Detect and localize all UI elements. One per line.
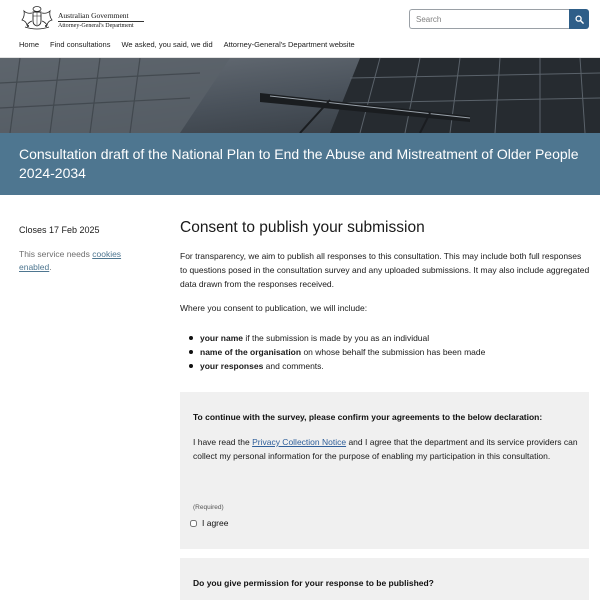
declaration-heading: To continue with the survey, please confirm your agreements to the below declaration:	[193, 412, 543, 422]
list-item-text: if the submission is made by you as an individual	[243, 333, 430, 343]
publication-list	[189, 331, 485, 373]
list-item-bold: name of the organisation	[200, 347, 302, 357]
section-heading: Consent to publish your submission	[180, 219, 425, 236]
publish-permission-heading: Do you give permission for your response to be published?	[193, 578, 434, 588]
cookie-notice-suffix: .	[49, 262, 52, 272]
list-item-text: on whose behalf the submission has been made	[301, 347, 486, 357]
main-nav	[19, 40, 366, 49]
agree-checkbox[interactable]	[190, 520, 197, 527]
cookies-enabled-link[interactable]: cookies enabled	[19, 249, 122, 272]
list-item	[189, 359, 485, 373]
nav-link-find-consultations[interactable]: Find consultations	[50, 40, 111, 49]
required-label: (Required)	[193, 504, 224, 511]
list-item-bold: your responses	[200, 361, 264, 371]
list-item-text: and comments.	[263, 361, 324, 371]
nav-link-department-website[interactable]: Attorney-General's Department website	[223, 40, 355, 49]
list-item	[189, 331, 485, 345]
intro-paragraph: For transparency, we aim to publish all responses to this consultation. This may include both full responses to questions posed in the consultation survey and any uploaded submissions. It may also include aggregated data drawn from the responses received.	[180, 251, 590, 289]
declaration-text-prefix: I have read the	[193, 437, 253, 447]
privacy-notice-link[interactable]: Privacy Collection Notice	[252, 437, 347, 447]
agree-option[interactable]	[190, 518, 228, 528]
government-logo[interactable]	[19, 5, 145, 31]
logo-divider	[58, 21, 144, 22]
list-item	[189, 345, 485, 359]
cookie-notice-text: This service needs	[19, 249, 93, 259]
consent-lead-text: Where you consent to publication, we will include:	[180, 303, 368, 313]
agree-label: I agree	[202, 518, 229, 528]
search-icon	[575, 15, 584, 24]
search-input[interactable]	[409, 9, 569, 29]
hero-image	[0, 58, 600, 133]
list-item-bold: your name	[200, 333, 243, 343]
page-title: Consultation draft of the National Plan to End the Abuse and Mistreatment of Older People 2024-2034	[19, 146, 579, 181]
coat-of-arms-icon	[19, 5, 55, 31]
declaration-text-suffix: and I agree that the department and its service providers can collect my personal information for the purpose of enabling my participation in this consultation.	[193, 437, 578, 461]
site-header	[0, 0, 600, 58]
search-button[interactable]	[569, 9, 589, 29]
consultation-title-banner	[0, 133, 600, 195]
declaration-text	[193, 435, 578, 463]
publish-permission-panel	[180, 558, 589, 600]
logo-government-text: Australian Government	[58, 11, 129, 20]
declaration-panel	[180, 392, 589, 549]
nav-link-home[interactable]: Home	[19, 40, 40, 49]
logo-department-text: Attorney-General's Department	[58, 23, 134, 29]
closing-date: Closes 17 Feb 2025	[19, 225, 100, 235]
nav-link-we-asked[interactable]: We asked, you said, we did	[121, 40, 213, 49]
cookie-notice	[19, 248, 149, 274]
